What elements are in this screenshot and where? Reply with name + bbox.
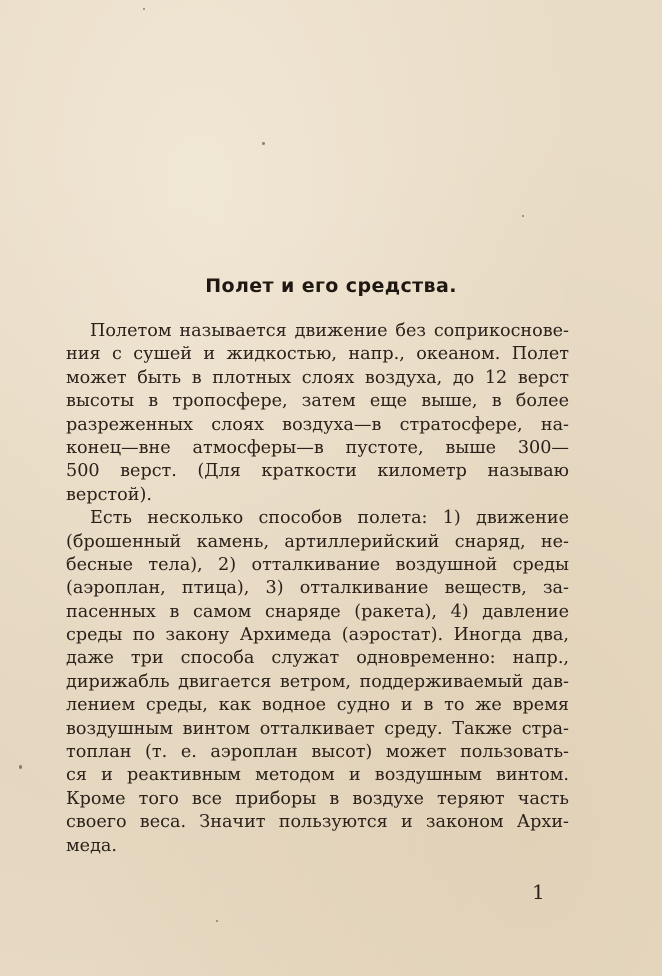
- section-heading: Полет и его средства.: [205, 275, 457, 297]
- paper-speck: [19, 765, 22, 769]
- text-line: разреженных слоях воздуха—в стратосфере, на-: [66, 414, 569, 435]
- text-line: (аэроплан, птица), 3) отталкивание веществ, за-: [66, 578, 569, 599]
- text-line: своего веса. Значит пользуются и законом Архи-: [66, 812, 569, 833]
- text-line: ния с сушей и жидкостью, напр., океаном. Полет: [66, 344, 569, 365]
- text-line: бесные тела), 2) отталкивание воздушной среды: [66, 554, 569, 575]
- text-line: (брошенный камень, артиллерийский снаряд, не-: [66, 531, 569, 552]
- text-line: лением среды, как водное судно и в то же время: [66, 695, 569, 716]
- paper-speck: [262, 142, 265, 145]
- text-line: пасенных в самом снаряде (ракета), 4) давление: [66, 601, 569, 622]
- body-text: [66, 320, 569, 858]
- text-line: Есть несколько способов полета: 1) движение: [90, 508, 569, 529]
- text-line: меда.: [66, 835, 118, 856]
- text-line: ся и реактивным методом и воздушным винтом.: [66, 765, 569, 786]
- text-line: конец—вне атмосферы—в пустоте, выше 300—: [66, 437, 569, 458]
- text-line: даже три способа служат одновременно: напр.,: [66, 648, 569, 669]
- text-line: может быть в плотных слоях воздуха, до 12 верст: [66, 367, 569, 388]
- paper-speck: [522, 215, 524, 217]
- text-line: топлан (т. е. аэроплан высот) может пользовать-: [66, 742, 569, 763]
- paper-speck: [216, 920, 218, 922]
- text-line: Кроме того все приборы в воздухе теряют часть: [66, 788, 569, 809]
- text-line: 500 верст. (Для краткости километр называю: [66, 461, 569, 482]
- text-line: Полетом называется движение без соприкоснове-: [90, 321, 569, 341]
- text-line: среды по закону Архимеда (аэростат). Иногда два,: [66, 625, 569, 646]
- text-line: верстой).: [66, 484, 152, 505]
- page-number: 1: [532, 880, 545, 904]
- paper-speck: [143, 8, 145, 10]
- text-line: дирижабль двигается ветром, поддерживаемый дав-: [66, 671, 569, 692]
- text-line: высоты в тропосфере, затем еще выше, в более: [66, 391, 569, 412]
- text-line: воздушным винтом отталкивает среду. Также стра-: [66, 718, 569, 739]
